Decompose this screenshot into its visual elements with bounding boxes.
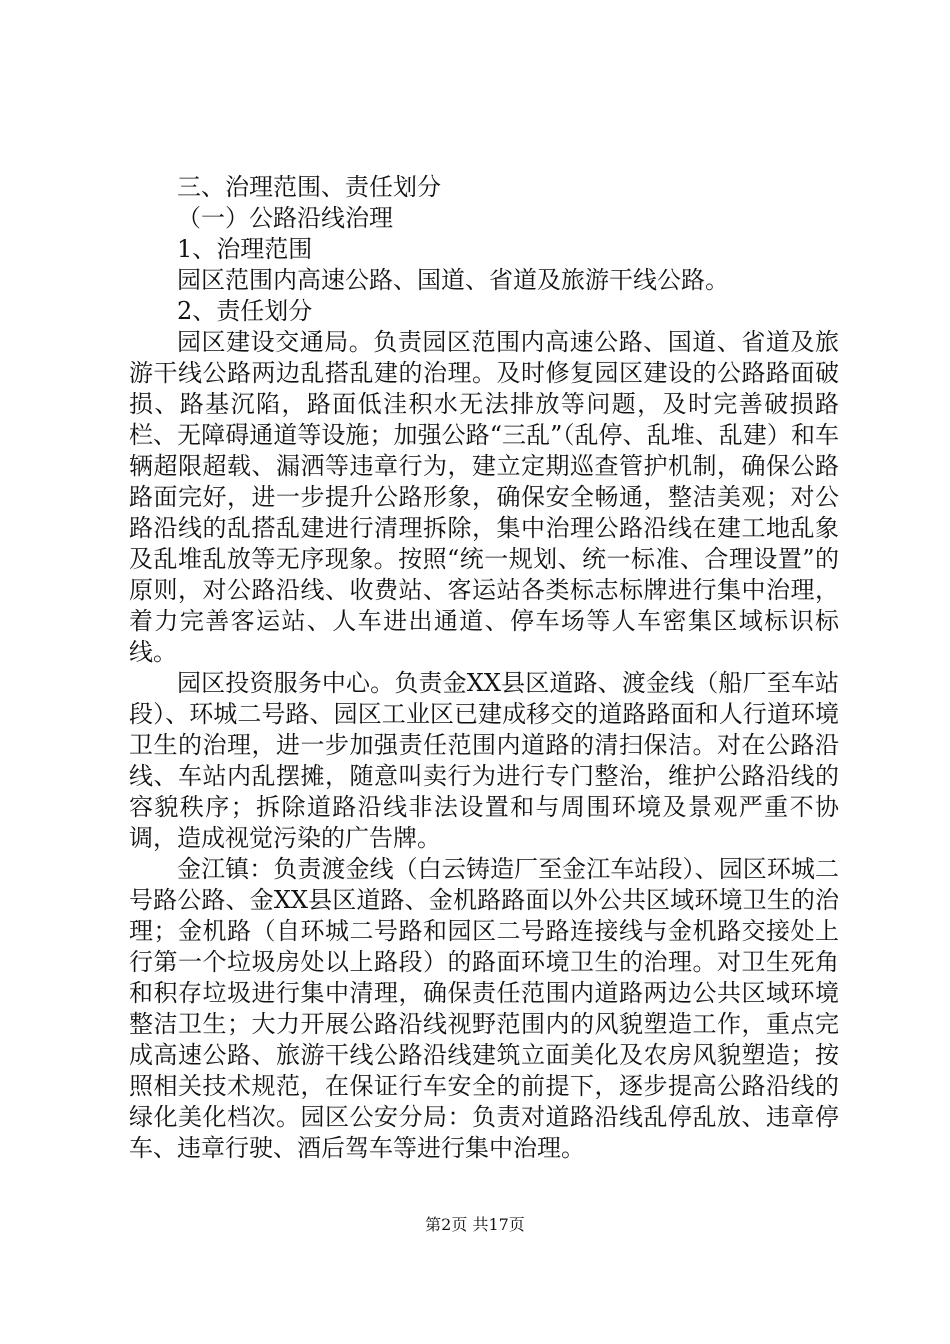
subsection-heading: （一）公路沿线治理 [177,204,393,232]
page-footer: 第2页 共17页 [425,1215,525,1234]
section-heading: 三、治理范围、责任划分 [177,173,441,201]
paragraph-jinjiang-town: 金江镇：负责渡金线（白云铸造厂至金江车站段）、园区环城二号路公路、金XX县区道路、金机路路面以外公共区域环境卫生的治理；金机路（自环城二号路和园区二号路连接线与金机路交接处上行第一个垃圾房处以上路段）的路面环境卫生的治理。对卫生死角和积存垃圾进行集中清理，确保责任范围内道路两边公共区域环境整洁卫生；大力开展公路沿线视野范围内的风貌塑造工作，重点完成高速公路、旅游干线公路沿线建筑立面美化及农房风貌塑造；按照相关技术规范，在保证行车安全的前提下，逐步提高公路沿线的绿化美化档次。园区公安分局：负责对道路沿线乱停乱放、违章停车、违章行驶、酒后驾车等进行集中治理。 [129,855,839,1162]
item-heading-scope: 1、治理范围 [177,235,313,263]
item-heading-responsibility: 2、责任划分 [177,297,313,325]
paragraph-investment-center: 园区投资服务中心。负责金XX县区道路、渡金线（船厂至车站段）、环城二号路、园区工业区已建成移交的道路路面和人行道环境卫生的治理，进一步加强责任范围内道路的清扫保洁。对在公路沿线、车站内乱摆摊，随意叫卖行为进行专门整治，维护公路沿线的容貌秩序；拆除道路沿线非法设置和与周围环境及景观严重不协调，造成视觉污染的广告牌。 [129,669,839,852]
document-body [129,172,839,1164]
paragraph-transport-bureau: 园区建设交通局。负责园区范围内高速公路、国道、省道及旅游干线公路两边乱搭乱建的治理。及时修复园区建设的公路路面破损、路基沉陷，路面低洼积水无法排放等问题，及时完善破损路栏、无障碍通道等设施；加强公路“三乱”（乱停、乱堆、乱建）和车辆超限超载、漏洒等违章行为，建立定期巡查管护机制，确保公路路面完好，进一步提升公路形象，确保安全畅通，整洁美观；对公路沿线的乱搭乱建进行清理拆除，集中治理公路沿线在建工地乱象及乱堆乱放等无序现象。按照“统一规划、统一标准、合理设置”的原则，对公路沿线、收费站、客运站各类标志标牌进行集中治理，着力完善客运站、人车进出通道、停车场等人车密集区域标识标线。 [129,328,839,666]
scope-text: 园区范围内高速公路、国道、省道及旅游干线公路。 [177,266,729,294]
